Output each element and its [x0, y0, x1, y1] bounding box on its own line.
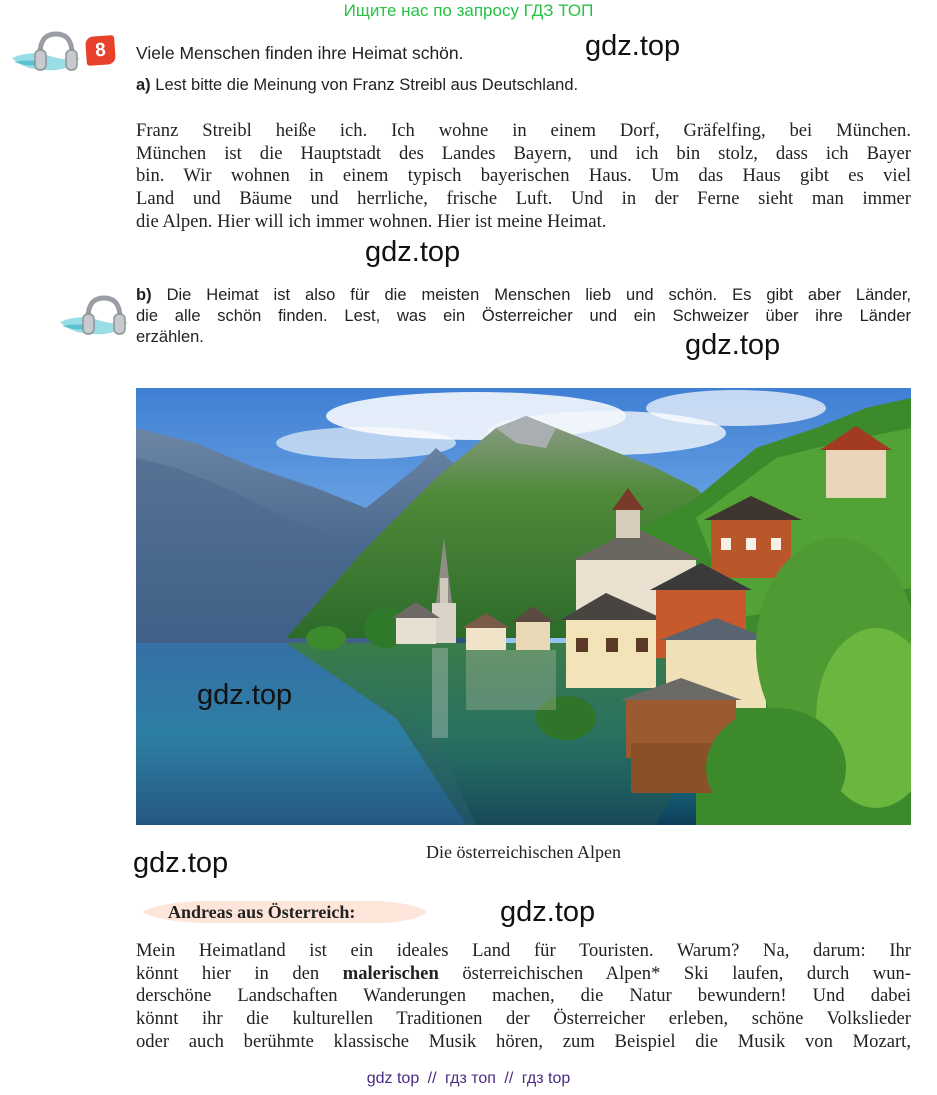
- text-line: bin. Wir wohnen in einem typisch bayerischen Haus. Um das Haus gibt es viel: [136, 165, 911, 187]
- text-line: Franz Streibl heiße ich. Ich wohne in einem Dorf, Gräfelfing, bei München.: [136, 120, 911, 141]
- bold-word: malerischen: [342, 962, 439, 984]
- text-line: München ist die Hauptstadt des Landes Bayern, und ich bin stolz, dass ich Bayer: [136, 142, 911, 164]
- footer-link[interactable]: gdz top: [366, 1070, 420, 1087]
- text-line: derschöne Landschaften Wanderungen machen, die Natur bewundern! Und dabei: [136, 985, 911, 1007]
- task-b-label: b): [136, 286, 152, 304]
- text-line: könnt ihr die kulturellen Traditionen der Österreicher erleben, schöne Volkslieder: [136, 1008, 911, 1030]
- task-b: [136, 285, 911, 348]
- watermark: gdz.top: [133, 847, 229, 879]
- watermark: gdz.top: [365, 236, 461, 268]
- footer-separator: //: [427, 1070, 437, 1087]
- task-a-label: a): [136, 76, 151, 94]
- text-segment: österreichischen Alpen* Ski laufen, durch wun-: [438, 962, 911, 984]
- exercise-number-badge: 8: [85, 35, 116, 66]
- speaker-heading: [142, 898, 427, 926]
- text-line: Land und Bäume und herrliche, frische Luft. Und in der Ferne sieht man immer: [136, 188, 911, 210]
- task-b-line-3: erzählen.: [136, 328, 204, 346]
- footer-link[interactable]: гдз top: [521, 1070, 571, 1087]
- headphones-icon[interactable]: [10, 28, 82, 76]
- text-line: oder auch berühmte klassische Musik hören, zum Beispiel die Musik von Mozart,: [136, 1030, 911, 1052]
- watermark: gdz.top: [197, 679, 293, 711]
- speaker-name: Andreas aus Österreich:: [168, 902, 356, 922]
- text-line: Mein Heimatland ist ein ideales Land für Touristen. Warum? Na, darum: Ihr: [136, 940, 911, 961]
- footer-links: [0, 1070, 937, 1088]
- watermark: gdz.top: [500, 896, 596, 928]
- text-line: die Alpen. Hier will ich immer wohnen. Hier ist meine Heimat.: [136, 210, 607, 232]
- search-banner[interactable]: Ищите нас по запросу ГДЗ ТОП: [343, 1, 594, 20]
- franz-paragraph: [136, 120, 911, 234]
- andreas-paragraph: [136, 940, 911, 1054]
- photo-caption: Die österreichischen Alpen: [426, 842, 621, 862]
- text-line: [136, 963, 911, 986]
- watermark: gdz.top: [585, 30, 681, 62]
- task-b-line-1: [136, 285, 911, 306]
- exercise-title: Viele Menschen finden ihre Heimat schön.: [136, 43, 464, 63]
- alps-photo: [136, 388, 911, 825]
- watermark: gdz.top: [685, 329, 781, 361]
- task-a-text: Lest bitte die Meinung von Franz Streibl aus Deutschland.: [155, 76, 579, 94]
- headphones-icon[interactable]: [58, 292, 130, 340]
- footer-separator: //: [504, 1070, 514, 1087]
- task-a: [136, 76, 578, 95]
- text-segment: könnt hier in den: [136, 962, 343, 984]
- task-b-line-2: die alle schön finden. Lest, was ein Österreicher und ein Schweizer über ihre Länder: [136, 307, 911, 325]
- footer-link[interactable]: гдз топ: [445, 1070, 496, 1087]
- task-b-text: Die Heimat ist also für die meisten Menschen lieb und schön. Es gibt aber Länder,: [166, 286, 911, 304]
